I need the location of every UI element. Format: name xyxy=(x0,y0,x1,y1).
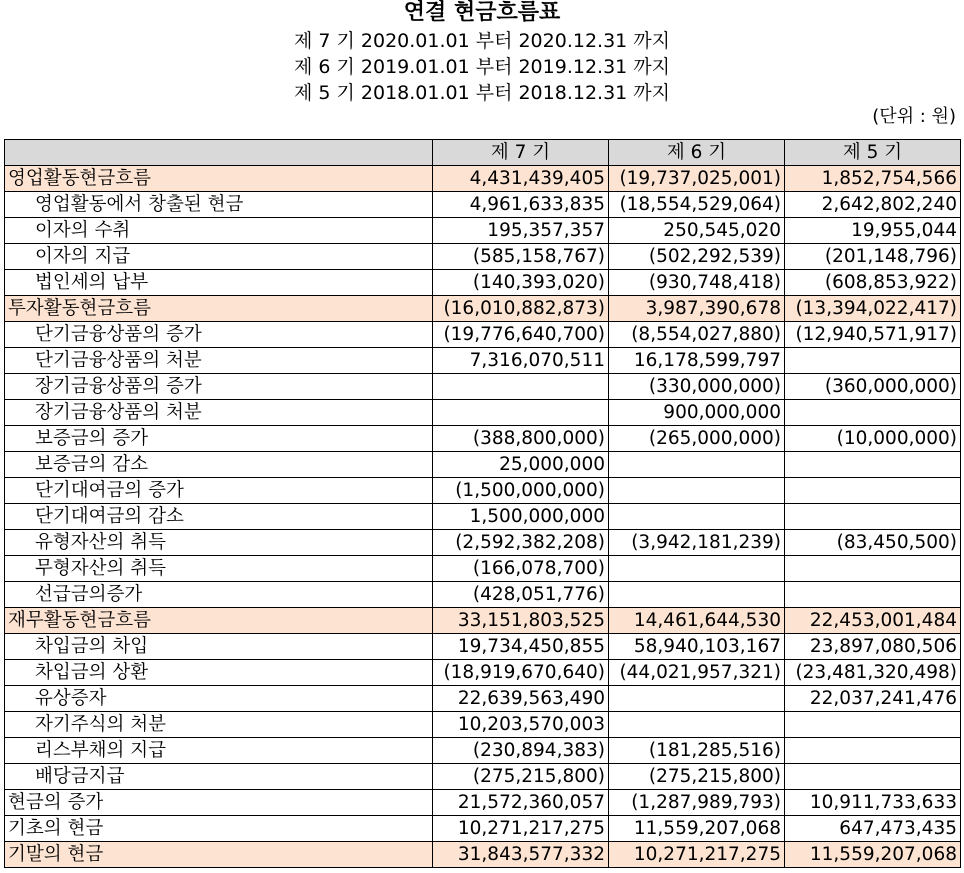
value-cell-period-6: (265,000,000) xyxy=(609,426,785,452)
row-label: 차입금의 차입 xyxy=(5,634,433,660)
value-cell-period-7: (166,078,700) xyxy=(433,556,609,582)
value-cell-period-7: (140,393,020) xyxy=(433,270,609,296)
value-cell-period-7: 1,500,000,000 xyxy=(433,504,609,530)
value-cell-period-7: (2,592,382,208) xyxy=(433,530,609,556)
value-cell-period-5 xyxy=(785,504,961,530)
row-label: 배당금지급 xyxy=(5,764,433,790)
value-cell-period-7: 195,357,357 xyxy=(433,218,609,244)
table-row xyxy=(5,452,961,478)
value-cell-period-5 xyxy=(785,452,961,478)
value-cell-period-7: 10,203,570,003 xyxy=(433,712,609,738)
table-row-section xyxy=(5,296,961,322)
row-label: 이자의 수취 xyxy=(5,218,433,244)
row-label: 장기금융상품의 증가 xyxy=(5,374,433,400)
value-cell-period-6 xyxy=(609,582,785,608)
value-cell-period-6: (502,292,539) xyxy=(609,244,785,270)
value-cell-period-7: (1,500,000,000) xyxy=(433,478,609,504)
period-line-7: 제 7 기 2020.01.01 부터 2020.12.31 까지 xyxy=(293,30,671,52)
value-cell-period-7: 19,734,450,855 xyxy=(433,634,609,660)
row-label: 리스부채의 지급 xyxy=(5,738,433,764)
value-cell-period-7: (275,215,800) xyxy=(433,764,609,790)
value-cell-period-5: 1,852,754,566 xyxy=(785,166,961,192)
value-cell-period-6: (930,748,418) xyxy=(609,270,785,296)
value-cell-period-5 xyxy=(785,738,961,764)
value-cell-period-5: 22,453,001,484 xyxy=(785,608,961,634)
table-row xyxy=(5,634,961,660)
table-row xyxy=(5,790,961,816)
value-cell-period-7: (19,776,640,700) xyxy=(433,322,609,348)
table-row xyxy=(5,322,961,348)
value-cell-period-6: 250,545,020 xyxy=(609,218,785,244)
table-row xyxy=(5,712,961,738)
value-cell-period-6: (1,287,989,793) xyxy=(609,790,785,816)
table-row xyxy=(5,478,961,504)
value-cell-period-7: 31,843,577,332 xyxy=(433,842,609,868)
period-line-5: 제 5 기 2018.01.01 부터 2018.12.31 까지 xyxy=(293,82,671,104)
table-row-section xyxy=(5,608,961,634)
value-cell-period-7: (388,800,000) xyxy=(433,426,609,452)
value-cell-period-6: 14,461,644,530 xyxy=(609,608,785,634)
row-label: 재무활동현금흐름 xyxy=(5,608,433,634)
statement-header xyxy=(0,0,964,132)
value-cell-period-6: (8,554,027,880) xyxy=(609,322,785,348)
table-row xyxy=(5,816,961,842)
row-label: 영업활동현금흐름 xyxy=(5,166,433,192)
value-cell-period-5: (10,000,000) xyxy=(785,426,961,452)
table-row xyxy=(5,660,961,686)
row-label: 단기대여금의 감소 xyxy=(5,504,433,530)
table-row xyxy=(5,348,961,374)
row-label: 무형자산의 취득 xyxy=(5,556,433,582)
value-cell-period-7: 21,572,360,057 xyxy=(433,790,609,816)
value-cell-period-6: 10,271,217,275 xyxy=(609,842,785,868)
value-cell-period-5: (13,394,022,417) xyxy=(785,296,961,322)
value-cell-period-5 xyxy=(785,712,961,738)
value-cell-period-5 xyxy=(785,400,961,426)
value-cell-period-5: (201,148,796) xyxy=(785,244,961,270)
row-label: 보증금의 증가 xyxy=(5,426,433,452)
table-row-section xyxy=(5,842,961,868)
value-cell-period-7: 4,961,633,835 xyxy=(433,192,609,218)
value-cell-period-6: (3,942,181,239) xyxy=(609,530,785,556)
row-label: 영업활동에서 창출된 현금 xyxy=(5,192,433,218)
value-cell-period-7: (585,158,767) xyxy=(433,244,609,270)
row-label: 투자활동현금흐름 xyxy=(5,296,433,322)
row-label: 단기금융상품의 증가 xyxy=(5,322,433,348)
value-cell-period-6: (181,285,516) xyxy=(609,738,785,764)
value-cell-period-6 xyxy=(609,504,785,530)
table-row xyxy=(5,504,961,530)
value-cell-period-5 xyxy=(785,556,961,582)
table-row xyxy=(5,270,961,296)
value-cell-period-6: 900,000,000 xyxy=(609,400,785,426)
table-row xyxy=(5,244,961,270)
value-cell-period-5 xyxy=(785,764,961,790)
table-row xyxy=(5,426,961,452)
value-cell-period-7: 10,271,217,275 xyxy=(433,816,609,842)
value-cell-period-6: 58,940,103,167 xyxy=(609,634,785,660)
table-row-section xyxy=(5,166,961,192)
column-header-period-7: 제 7 기 xyxy=(433,140,609,166)
statement-title: 연결 현금흐름표 xyxy=(403,0,561,25)
value-cell-period-6 xyxy=(609,478,785,504)
value-cell-period-6: 11,559,207,068 xyxy=(609,816,785,842)
value-cell-period-5: (360,000,000) xyxy=(785,374,961,400)
value-cell-period-6: (18,554,529,064) xyxy=(609,192,785,218)
cash-flow-table-body xyxy=(5,140,961,868)
table-row xyxy=(5,764,961,790)
value-cell-period-5 xyxy=(785,582,961,608)
value-cell-period-5: 23,897,080,506 xyxy=(785,634,961,660)
value-cell-period-7 xyxy=(433,400,609,426)
table-row xyxy=(5,400,961,426)
row-label: 기말의 현금 xyxy=(5,842,433,868)
value-cell-period-7: 7,316,070,511 xyxy=(433,348,609,374)
row-label: 유형자산의 취득 xyxy=(5,530,433,556)
value-cell-period-7: (428,051,776) xyxy=(433,582,609,608)
row-label: 현금의 증가 xyxy=(5,790,433,816)
table-row xyxy=(5,738,961,764)
table-row xyxy=(5,192,961,218)
value-cell-period-7 xyxy=(433,374,609,400)
value-cell-period-6 xyxy=(609,686,785,712)
value-cell-period-5: 22,037,241,476 xyxy=(785,686,961,712)
value-cell-period-7: 25,000,000 xyxy=(433,452,609,478)
row-label: 보증금의 감소 xyxy=(5,452,433,478)
value-cell-period-7: (230,894,383) xyxy=(433,738,609,764)
row-label: 이자의 지급 xyxy=(5,244,433,270)
row-label: 선급금의증가 xyxy=(5,582,433,608)
value-cell-period-6 xyxy=(609,712,785,738)
column-header-row xyxy=(5,140,961,166)
value-cell-period-5: (23,481,320,498) xyxy=(785,660,961,686)
cash-flow-table xyxy=(4,139,961,868)
value-cell-period-7: 4,431,439,405 xyxy=(433,166,609,192)
value-cell-period-7: 22,639,563,490 xyxy=(433,686,609,712)
value-cell-period-5: 647,473,435 xyxy=(785,816,961,842)
value-cell-period-5: (83,450,500) xyxy=(785,530,961,556)
value-cell-period-6: 3,987,390,678 xyxy=(609,296,785,322)
table-row xyxy=(5,556,961,582)
row-label: 기초의 현금 xyxy=(5,816,433,842)
value-cell-period-7: 33,151,803,525 xyxy=(433,608,609,634)
value-cell-period-6: 16,178,599,797 xyxy=(609,348,785,374)
value-cell-period-5 xyxy=(785,348,961,374)
value-cell-period-7: (18,919,670,640) xyxy=(433,660,609,686)
table-row xyxy=(5,530,961,556)
row-label: 유상증자 xyxy=(5,686,433,712)
unit-note: (단위 : 원) xyxy=(872,106,956,127)
row-label: 자기주식의 처분 xyxy=(5,712,433,738)
value-cell-period-7: (16,010,882,873) xyxy=(433,296,609,322)
value-cell-period-5: (608,853,922) xyxy=(785,270,961,296)
table-row xyxy=(5,582,961,608)
column-header-period-6: 제 6 기 xyxy=(609,140,785,166)
value-cell-period-6: (275,215,800) xyxy=(609,764,785,790)
row-label: 단기대여금의 증가 xyxy=(5,478,433,504)
row-label: 차입금의 상환 xyxy=(5,660,433,686)
value-cell-period-5: 11,559,207,068 xyxy=(785,842,961,868)
value-cell-period-6: (330,000,000) xyxy=(609,374,785,400)
value-cell-period-5: (12,940,571,917) xyxy=(785,322,961,348)
table-row xyxy=(5,218,961,244)
value-cell-period-5: 2,642,802,240 xyxy=(785,192,961,218)
value-cell-period-6 xyxy=(609,452,785,478)
value-cell-period-5: 19,955,044 xyxy=(785,218,961,244)
row-label: 법인세의 납부 xyxy=(5,270,433,296)
column-header-blank xyxy=(5,140,433,166)
value-cell-period-6: (44,021,957,321) xyxy=(609,660,785,686)
period-line-6: 제 6 기 2019.01.01 부터 2019.12.31 까지 xyxy=(293,56,671,78)
value-cell-period-5 xyxy=(785,478,961,504)
value-cell-period-6 xyxy=(609,556,785,582)
row-label: 단기금융상품의 처분 xyxy=(5,348,433,374)
table-row xyxy=(5,374,961,400)
column-header-period-5: 제 5 기 xyxy=(785,140,961,166)
row-label: 장기금융상품의 처분 xyxy=(5,400,433,426)
value-cell-period-5: 10,911,733,633 xyxy=(785,790,961,816)
value-cell-period-6: (19,737,025,001) xyxy=(609,166,785,192)
table-row xyxy=(5,686,961,712)
